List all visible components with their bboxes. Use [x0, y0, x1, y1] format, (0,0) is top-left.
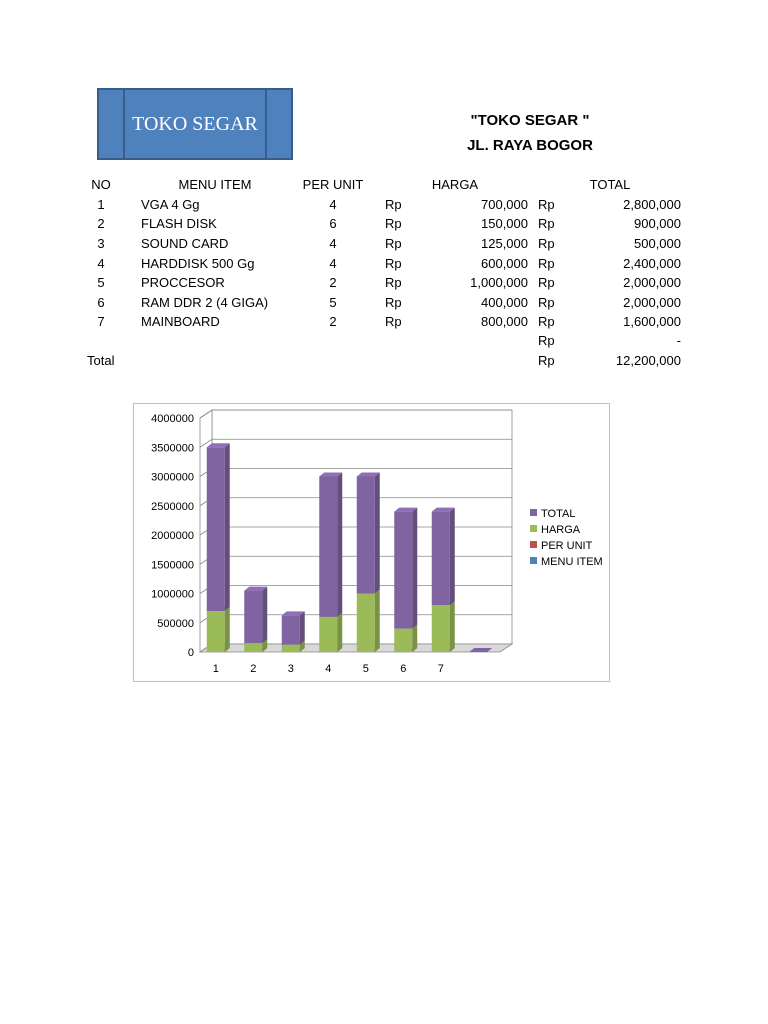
bar-segment-side: [225, 607, 230, 652]
chart-container: [133, 403, 610, 682]
col-header-per-unit: PER UNIT: [302, 177, 364, 192]
bar-segment-side: [450, 601, 455, 652]
bar-segment-side: [225, 443, 230, 611]
legend-swatch: [530, 557, 537, 564]
row-currency-harga: Rp: [385, 275, 402, 290]
store-title: "TOKO SEGAR ": [470, 112, 590, 129]
row-no: 6: [97, 295, 105, 310]
row-harga: 1,000,000: [470, 275, 528, 290]
y-tick-label: 2000000: [151, 530, 194, 542]
bar-segment: [319, 476, 337, 616]
bar-segment-side: [300, 611, 305, 644]
y-tick-label: 3000000: [151, 471, 194, 484]
col-header-menu-item: MENU ITEM: [178, 177, 252, 192]
store-logo: [97, 88, 293, 160]
row-per-unit: 4: [329, 236, 337, 251]
row-total: 2,800,000: [623, 197, 681, 212]
total-label: Total: [87, 353, 115, 368]
row-currency-total: Rp: [538, 216, 555, 231]
row-total: 900,000: [634, 216, 681, 231]
row-no: 1: [97, 197, 105, 212]
store-address: JL. RAYA BOGOR: [467, 137, 593, 154]
row-currency-harga: Rp: [385, 216, 402, 231]
row-harga: 800,000: [481, 314, 528, 329]
bar-segment: [432, 512, 450, 606]
bar-segment-side: [412, 508, 417, 629]
y-tick-label: 3500000: [151, 442, 194, 455]
bar-segment-side: [375, 589, 380, 652]
grand-total: 12,200,000: [615, 353, 681, 368]
bar-segment: [432, 605, 450, 652]
y-tick-label: 4000000: [151, 413, 194, 425]
row-per-unit: 4: [329, 197, 337, 212]
legend-label: TOTAL: [541, 508, 576, 520]
bar-segment: [394, 512, 412, 629]
y-tick-label: 2500000: [151, 500, 194, 513]
legend-label: HARGA: [541, 524, 581, 536]
row-menu-item: RAM DDR 2 (4 GIGA): [141, 295, 269, 310]
bar-segment: [244, 591, 262, 644]
bar-segment: [282, 615, 300, 644]
row-harga: 700,000: [481, 197, 528, 212]
blank-row-total: -: [676, 333, 681, 348]
row-menu-item: PROCCESOR: [141, 275, 225, 290]
row-menu-item: VGA 4 Gg: [141, 197, 200, 212]
legend-label: MENU ITEM: [541, 556, 603, 568]
row-harga: 400,000: [481, 295, 528, 310]
bar-segment-side: [450, 508, 455, 606]
row-harga: 150,000: [481, 216, 528, 231]
x-tick-label: 4: [325, 663, 332, 675]
bar-segment: [357, 593, 375, 652]
y-tick-label: 1000000: [151, 588, 194, 601]
legend-swatch: [530, 541, 537, 548]
bar-segment: [207, 611, 225, 652]
bar-segment: [394, 629, 412, 652]
row-currency-harga: Rp: [385, 256, 402, 271]
stacked-column-chart: [134, 404, 609, 681]
row-per-unit: 2: [329, 275, 337, 290]
row-total: 2,000,000: [623, 275, 681, 290]
row-per-unit: 4: [329, 256, 337, 271]
row-menu-item: FLASH DISK: [141, 216, 217, 231]
row-currency-total: Rp: [538, 256, 555, 271]
bar-segment-side: [337, 613, 342, 652]
x-tick-label: 3: [287, 663, 294, 675]
row-per-unit: 2: [329, 314, 337, 329]
bar-segment-side: [412, 625, 417, 652]
x-tick-label: 7: [437, 663, 444, 675]
logo-text: TOKO SEGAR: [132, 113, 258, 135]
row-currency-harga: Rp: [385, 236, 402, 251]
bar-segment: [207, 447, 225, 611]
x-tick-label: 2: [250, 663, 257, 675]
row-currency-harga: Rp: [385, 197, 402, 212]
x-tick-label: 5: [362, 663, 369, 675]
row-per-unit: 5: [329, 295, 337, 310]
x-tick-label: 6: [400, 663, 407, 675]
row-menu-item: SOUND CARD: [141, 236, 229, 251]
row-currency-total: Rp: [538, 236, 555, 251]
row-no: 4: [97, 256, 105, 271]
y-tick-label: 0: [187, 647, 194, 659]
total-currency: Rp: [538, 353, 555, 368]
col-header-total: TOTAL: [589, 177, 631, 192]
row-currency-harga: Rp: [385, 314, 402, 329]
row-currency-total: Rp: [538, 275, 555, 290]
legend-swatch: [530, 509, 537, 516]
row-total: 2,400,000: [623, 256, 681, 271]
row-currency-total: Rp: [538, 295, 555, 310]
bar-segment: [319, 617, 337, 652]
x-tick-label: 1: [212, 663, 219, 675]
row-no: 7: [97, 314, 105, 329]
row-per-unit: 6: [329, 216, 337, 231]
row-currency-harga: Rp: [385, 295, 402, 310]
row-total: 500,000: [634, 236, 681, 251]
col-header-harga: HARGA: [431, 177, 479, 192]
row-menu-item: MAINBOARD: [141, 314, 220, 329]
row-harga: 600,000: [481, 256, 528, 271]
bar-segment-side: [375, 472, 380, 593]
row-no: 5: [97, 275, 105, 290]
bar-segment: [357, 476, 375, 593]
row-total: 2,000,000: [623, 295, 681, 310]
legend-label: PER UNIT: [541, 540, 593, 552]
blank-row-currency: Rp: [538, 333, 555, 348]
bar-segment: [244, 643, 262, 652]
legend-swatch: [530, 525, 537, 532]
row-total: 1,600,000: [623, 314, 681, 329]
bar-segment-side: [262, 587, 267, 644]
y-tick-label: 1500000: [151, 559, 194, 572]
bar-segment-side: [337, 472, 342, 616]
row-no: 2: [97, 216, 105, 231]
bar-segment: [282, 645, 300, 652]
row-menu-item: HARDDISK 500 Gg: [141, 256, 255, 271]
y-tick-label: 500000: [157, 617, 194, 630]
row-harga: 125,000: [481, 236, 528, 251]
row-currency-total: Rp: [538, 314, 555, 329]
row-no: 3: [97, 236, 105, 251]
col-header-no: NO: [91, 177, 111, 192]
row-currency-total: Rp: [538, 197, 555, 212]
